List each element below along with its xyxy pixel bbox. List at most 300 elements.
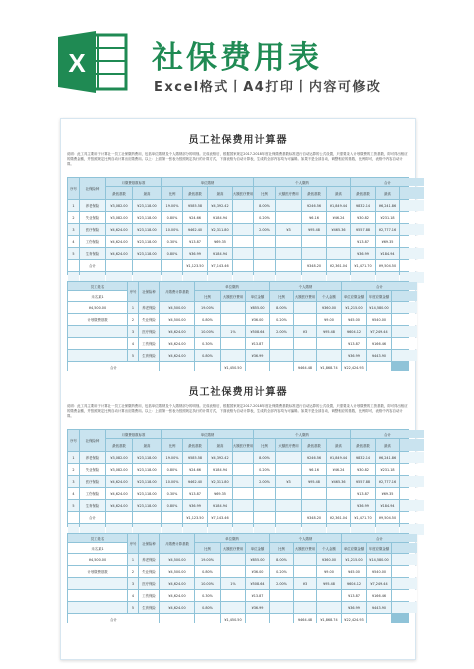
table-cell: 4	[128, 338, 138, 349]
total-cell: ¥1,450.50	[221, 614, 245, 625]
table-cell: ¥36.99	[183, 248, 207, 259]
col-header: 最低基数	[302, 187, 326, 199]
table-cell: ¥4,624.00	[160, 326, 194, 337]
calculation-table	[67, 533, 409, 623]
col-header: 序号	[128, 282, 138, 301]
table-cell	[400, 476, 424, 487]
table-cell: 8.00%	[270, 554, 293, 565]
col-header: 单位缴纳	[162, 430, 253, 438]
col-header: 员工姓名	[68, 282, 127, 290]
table-cell	[400, 248, 424, 259]
page-header	[0, 0, 474, 106]
table-cell: ¥23,118.00	[133, 500, 161, 511]
total-cell: ¥1,868.74	[317, 362, 341, 373]
col-header: 最高	[376, 439, 399, 451]
col-header: 大额医疗费用	[233, 439, 253, 451]
table-cell: ¥4,624.00	[106, 488, 132, 499]
table-cell	[294, 590, 316, 601]
table-cell	[246, 362, 269, 373]
table-cell: ¥4,624.00	[160, 578, 194, 589]
table-cell: ¥13.87	[351, 236, 375, 247]
table-cell: ¥9,504.50	[376, 512, 399, 523]
table-cell: ¥23,118.00	[133, 452, 161, 463]
table-cell	[233, 260, 253, 271]
table-cell: ¥604.12	[342, 578, 366, 589]
table-cell: 1%	[221, 578, 245, 589]
table-cell	[294, 554, 316, 565]
table-cell: ¥23,118.00	[133, 464, 161, 475]
table-cell: 0.30%	[162, 236, 182, 247]
col-header: 月缴费计算基数	[160, 534, 194, 553]
table-cell	[400, 260, 424, 271]
table-cell	[317, 590, 341, 601]
table-cell	[221, 566, 245, 577]
table-cell: ¥166.46	[367, 338, 391, 349]
col-header: 比例	[162, 187, 182, 199]
table-cell: ¥4,500.00	[160, 302, 194, 313]
table-cell	[302, 236, 326, 247]
table-cell	[327, 236, 350, 247]
table-cell: 8.00%	[254, 200, 275, 211]
table-cell: ¥69.35	[376, 488, 399, 499]
table-cell: ¥7,143.46	[208, 260, 232, 271]
col-header: 社保险种	[139, 534, 159, 553]
table-cell: ¥69.35	[208, 236, 232, 247]
table-cell	[162, 512, 182, 523]
table-cell	[133, 260, 161, 271]
table-cell	[160, 362, 194, 373]
col-header: 大额医疗费用	[233, 187, 253, 199]
table-cell: ¥13.87	[342, 590, 366, 601]
table-cell: ¥7,249.44	[367, 326, 391, 337]
total-cell: ¥1,868.74	[317, 614, 341, 625]
table-cell: ¥23,118.00	[133, 248, 161, 259]
table-cell	[294, 350, 316, 361]
table-cell: 失业保险	[80, 464, 105, 475]
table-cell: 2.00%	[270, 578, 293, 589]
table-cell: ¥4,624.00	[106, 236, 132, 247]
table-cell	[270, 338, 293, 349]
table-cell	[400, 488, 424, 499]
table-cell	[68, 512, 79, 523]
col-header: 最高	[327, 187, 350, 199]
table-cell: ¥36.99	[351, 248, 375, 259]
table-cell: 10.00%	[162, 476, 182, 487]
col-header: 大额医疗费用	[276, 187, 301, 199]
table-cell: 0.30%	[195, 590, 220, 601]
table-cell: ¥24.66	[183, 212, 207, 223]
table-cell	[233, 512, 253, 523]
col-header: 大额医疗费用	[294, 543, 316, 553]
table-cell: 2	[128, 566, 138, 577]
table-cell	[400, 224, 424, 235]
table-cell: 4	[128, 590, 138, 601]
table-cell: ¥23,118.00	[133, 476, 161, 487]
col-header: 大额医疗费用	[294, 291, 316, 301]
table-cell: 养老保险	[139, 554, 159, 565]
table-cell: ¥6,241.86	[376, 452, 399, 463]
col-header: 员工姓名	[68, 534, 127, 542]
table-cell: ¥4,624.00	[160, 590, 194, 601]
col-header: 社保险种	[139, 282, 159, 301]
table-cell: ¥30.82	[351, 212, 375, 223]
table-cell: 10.00%	[195, 578, 220, 589]
table-cell: ¥9,504.50	[376, 260, 399, 271]
col-header	[392, 291, 417, 301]
sheet-note: 说明：此工具主要用于计算社一员工社保缴纳费用，包括单位缴纳及个人缴纳部分的明细。完成表格后，根据国家规定2017-2018年度社保缴费基数标准进行自动运算的公式设置，只需要录入计划缴费的工资基数，即可得出相应的缴费金额，并按照规定比例自动计算出应缴费用。以上：上面第一张表为按照规定执行的计算方式，下面表格为自动计算表，生成的全部内容均为可编辑。如果不是全部自动，调整相应的基数，比例即可，表格中内容自动计算。	[67, 152, 409, 176]
table-cell: ¥348.20	[302, 260, 326, 271]
table-cell: ¥348.20	[302, 512, 326, 523]
table-cell	[254, 248, 275, 259]
table-cell: ¥465.36	[327, 476, 350, 487]
table-cell	[327, 248, 350, 259]
table-cell: ¥36.99	[246, 602, 269, 613]
table-cell	[221, 554, 245, 565]
table-cell: 医疗保险	[80, 476, 105, 487]
table-cell: ¥6,241.86	[376, 200, 399, 211]
table-cell: 0.80%	[195, 602, 220, 613]
col-header: 年度应缴金额	[367, 543, 391, 553]
table-cell: 19.00%	[195, 302, 220, 313]
col-header: 社保险种	[80, 178, 105, 199]
table-cell: ¥4,392.42	[208, 452, 232, 463]
table-cell: 工伤保险	[139, 338, 159, 349]
table-cell: ¥23,118.00	[133, 236, 161, 247]
table-cell	[68, 578, 127, 589]
table-cell: ¥3	[276, 224, 301, 235]
table-cell	[254, 236, 275, 247]
table-cell	[246, 614, 269, 625]
table-cell: ¥540.00	[367, 566, 391, 577]
table-cell: 0.80%	[195, 350, 220, 361]
table-cell: 0.20%	[270, 314, 293, 325]
col-header: 序号	[68, 178, 79, 199]
table-cell	[302, 500, 326, 511]
table-cell	[400, 452, 424, 463]
table-cell: 0.80%	[162, 212, 182, 223]
table-cell	[254, 500, 275, 511]
table-cell: ¥540.00	[367, 314, 391, 325]
table-cell	[400, 500, 424, 511]
table-cell: 2	[128, 314, 138, 325]
table-cell: 工伤保险	[80, 236, 105, 247]
table-cell: 0.30%	[195, 338, 220, 349]
table-cell: ¥3	[294, 326, 316, 337]
col-header: 序号	[128, 534, 138, 553]
table-cell	[400, 464, 424, 475]
table-cell	[270, 590, 293, 601]
table-cell	[68, 590, 127, 601]
table-cell	[400, 512, 424, 523]
table-cell: ¥832.14	[351, 200, 375, 211]
table-cell	[400, 212, 424, 223]
table-cell: ¥13.87	[183, 236, 207, 247]
table-cell: ¥184.94	[208, 212, 232, 223]
employee-name[interactable]: 未名某1	[68, 291, 127, 301]
table-cell: 1	[128, 554, 138, 565]
base-value[interactable]: ¥4,500.00	[68, 302, 127, 313]
table-cell: ¥184.94	[208, 464, 232, 475]
table-cell: ¥13.87	[246, 590, 269, 601]
col-header: 最高	[133, 439, 161, 451]
table-cell	[68, 350, 127, 361]
col-header: 单位缴纳	[162, 178, 253, 186]
table-cell	[392, 578, 417, 589]
col-header: 合计	[342, 282, 417, 290]
table-cell: ¥36.99	[351, 500, 375, 511]
table-cell: 3	[68, 476, 79, 487]
table-cell: ¥585.58	[183, 200, 207, 211]
table-cell: 医疗保险	[80, 224, 105, 235]
table-cell	[317, 350, 341, 361]
col-header: 个人缴纳	[270, 282, 341, 290]
table-cell	[294, 602, 316, 613]
table-cell: 3	[128, 326, 138, 337]
table-cell: ¥1,123.50	[183, 512, 207, 523]
col-header: 最高	[376, 187, 399, 199]
table-cell: ¥4,624.00	[106, 500, 132, 511]
table-cell: 0.80%	[195, 566, 220, 577]
table-cell	[68, 260, 79, 271]
table-cell: 1%	[221, 326, 245, 337]
table-cell: ¥462.40	[183, 476, 207, 487]
table-cell: ¥36.99	[342, 602, 366, 613]
table-cell: 4	[68, 236, 79, 247]
table-cell: ¥557.88	[351, 224, 375, 235]
table-cell: 生育保险	[139, 602, 159, 613]
document-preview	[60, 118, 416, 660]
table-cell	[276, 512, 301, 523]
col-header: 最低基数	[351, 439, 375, 451]
table-cell: 1	[68, 200, 79, 211]
col-header: 个人缴纳	[254, 178, 350, 186]
col-header: 比例	[195, 291, 220, 301]
col-header: 最高	[208, 439, 232, 451]
table-cell: ¥4,624.00	[160, 602, 194, 613]
table-cell	[276, 260, 301, 271]
table-cell	[276, 464, 301, 475]
table-cell	[233, 464, 253, 475]
table-cell: ¥4,500.00	[160, 554, 194, 565]
col-header: 最低基数	[106, 187, 132, 199]
table-cell: ¥166.46	[367, 590, 391, 601]
table-cell: 工伤保险	[139, 590, 159, 601]
table-cell: 2	[68, 464, 79, 475]
table-cell: ¥23,118.00	[133, 224, 161, 235]
table-cell: ¥23,118.00	[133, 200, 161, 211]
col-header: 个人金额	[317, 291, 341, 301]
table-cell: ¥443.90	[367, 602, 391, 613]
table-cell	[233, 488, 253, 499]
table-cell	[221, 350, 245, 361]
table-cell: ¥45.00	[342, 314, 366, 325]
table-cell: 生育保险	[139, 350, 159, 361]
table-cell	[270, 614, 293, 625]
table-cell	[221, 590, 245, 601]
col-header: 个人缴纳	[270, 534, 341, 542]
total-cell: ¥22,424.93	[342, 362, 366, 373]
col-header: 单位缴纳	[195, 282, 269, 290]
table-cell: 3	[128, 578, 138, 589]
total-row-label: 合计	[68, 614, 159, 625]
table-cell	[270, 602, 293, 613]
col-header: 比例	[270, 543, 293, 553]
sheet-note: 说明：此工具主要用于计算社一员工社保缴纳费用，包括单位缴纳及个人缴纳部分的明细。完成表格后，根据国家规定2017-2018年度社保缴费基数标准进行自动运算的公式设置，只需要录入计划缴费的工资基数，即可得出相应的缴费金额，并按照规定比例自动计算出应缴费用。以上：上面第一张表为按照规定执行的计算方式，下面表格为自动计算表，生成的全部内容均为可编辑。如果不是全部自动，调整相应的基数，比例即可，表格中内容自动计算。	[67, 404, 409, 428]
table-cell: ¥95.48	[317, 326, 341, 337]
table-cell: 2.00%	[254, 476, 275, 487]
sheet-title: 员工社保费用计算器	[67, 385, 409, 401]
total-row-label: 合计	[68, 362, 159, 373]
col-header: 单位应缴金额	[342, 291, 366, 301]
table-cell: 0.80%	[195, 314, 220, 325]
base-label: 计划缴费基数	[68, 566, 127, 577]
table-cell	[233, 236, 253, 247]
total-cell: ¥1,450.50	[221, 362, 245, 373]
base-value[interactable]: ¥4,500.00	[68, 554, 127, 565]
table-cell: ¥95.48	[302, 476, 326, 487]
sheet	[67, 133, 409, 371]
table-cell: 4	[68, 488, 79, 499]
table-cell: ¥95.48	[302, 224, 326, 235]
table-cell: 失业保险	[80, 212, 105, 223]
table-cell	[392, 326, 417, 337]
col-header: 比例	[270, 291, 293, 301]
table-cell: 养老保险	[80, 452, 105, 463]
table-cell: ¥6.16	[302, 212, 326, 223]
table-cell: 医疗保险	[139, 578, 159, 589]
col-header: 最低基数	[302, 439, 326, 451]
table-cell: 10.00%	[195, 326, 220, 337]
table-cell	[233, 500, 253, 511]
total-cell: ¥464.48	[294, 614, 316, 625]
base-label: 计划缴费基数	[68, 314, 127, 325]
page-subtitle: Excel格式丨A4打印丨内容可修改	[154, 80, 382, 95]
col-header: 比例	[195, 543, 220, 553]
table-cell	[276, 212, 301, 223]
table-cell	[317, 338, 341, 349]
col-header	[400, 187, 424, 199]
table-cell: 0.20%	[254, 212, 275, 223]
table-cell	[392, 566, 417, 577]
table-cell: 养老保险	[139, 302, 159, 313]
col-header	[400, 439, 424, 451]
table-cell: ¥13.87	[351, 488, 375, 499]
table-cell	[400, 236, 424, 247]
col-header: 单位金额	[246, 543, 269, 553]
table-cell	[233, 452, 253, 463]
table-cell: ¥184.94	[376, 500, 399, 511]
table-cell	[400, 200, 424, 211]
table-cell	[195, 614, 220, 625]
table-cell: ¥3	[276, 476, 301, 487]
table-cell: ¥1,471.70	[351, 260, 375, 271]
table-cell	[254, 260, 275, 271]
table-cell	[160, 614, 194, 625]
col-header: 合计	[351, 178, 424, 186]
table-cell: 2	[68, 212, 79, 223]
table-cell	[302, 248, 326, 259]
table-cell: ¥9.00	[317, 314, 341, 325]
col-header: 单位应缴金额	[342, 543, 366, 553]
table-cell: ¥557.88	[351, 476, 375, 487]
table-cell: ¥4,500.00	[160, 314, 194, 325]
table-cell	[294, 338, 316, 349]
table-cell: ¥13.87	[183, 488, 207, 499]
table-cell	[367, 614, 391, 625]
col-header: 月缴费基数标准	[106, 430, 161, 438]
table-cell: ¥36.99	[342, 350, 366, 361]
table-cell: ¥3	[294, 578, 316, 589]
table-cell: ¥3,082.00	[106, 212, 132, 223]
col-header: 单位金额	[246, 291, 269, 301]
table-cell: ¥3,082.00	[106, 464, 132, 475]
table-cell: ¥1,471.70	[351, 512, 375, 523]
table-cell	[68, 326, 127, 337]
table-cell: 0.80%	[162, 248, 182, 259]
table-cell: 0.20%	[254, 464, 275, 475]
table-cell: 养老保险	[80, 200, 105, 211]
table-cell: ¥13.87	[246, 338, 269, 349]
table-cell: ¥508.64	[246, 578, 269, 589]
table-cell: ¥4,624.00	[106, 224, 132, 235]
employee-name[interactable]: 未名某1	[68, 543, 127, 553]
table-cell: 0.80%	[162, 500, 182, 511]
col-header: 比例	[254, 187, 275, 199]
table-cell: ¥360.00	[317, 302, 341, 313]
col-header: 序号	[68, 430, 79, 451]
table-cell	[195, 362, 220, 373]
col-header: 个人缴纳	[254, 430, 350, 438]
table-cell: ¥360.00	[317, 554, 341, 565]
page-title: 社保费用表	[152, 40, 322, 76]
col-header: 最高	[133, 187, 161, 199]
table-cell: 8.00%	[254, 452, 275, 463]
table-cell: ¥4,624.00	[106, 248, 132, 259]
table-cell: 5	[68, 500, 79, 511]
table-cell: ¥855.00	[246, 302, 269, 313]
table-cell	[294, 314, 316, 325]
table-cell	[294, 566, 316, 577]
col-header: 最低基数	[183, 187, 207, 199]
table-cell: 3	[68, 224, 79, 235]
table-cell: ¥69.35	[208, 488, 232, 499]
table-cell: ¥2,361.04	[327, 260, 350, 271]
table-cell: ¥4,392.42	[208, 200, 232, 211]
table-cell: ¥832.14	[351, 452, 375, 463]
table-cell: ¥855.00	[246, 554, 269, 565]
table-cell: ¥184.94	[208, 500, 232, 511]
table-cell	[221, 314, 245, 325]
table-cell	[276, 500, 301, 511]
table-cell	[233, 212, 253, 223]
col-header: 个人金额	[317, 543, 341, 553]
table-cell: 2.00%	[254, 224, 275, 235]
table-cell	[294, 302, 316, 313]
table-cell	[221, 602, 245, 613]
table-cell	[254, 488, 275, 499]
standard-table	[67, 429, 409, 527]
table-cell: 5	[128, 350, 138, 361]
col-header: 月缴费基数标准	[106, 178, 161, 186]
col-header: 大额医疗费用	[221, 291, 245, 301]
table-cell	[392, 602, 417, 613]
table-cell: ¥14,580.00	[367, 554, 391, 565]
table-cell: 2.00%	[270, 326, 293, 337]
table-cell: ¥2,311.80	[208, 224, 232, 235]
table-cell	[106, 512, 132, 523]
table-cell: ¥4,624.00	[160, 338, 194, 349]
table-cell: ¥465.36	[327, 224, 350, 235]
